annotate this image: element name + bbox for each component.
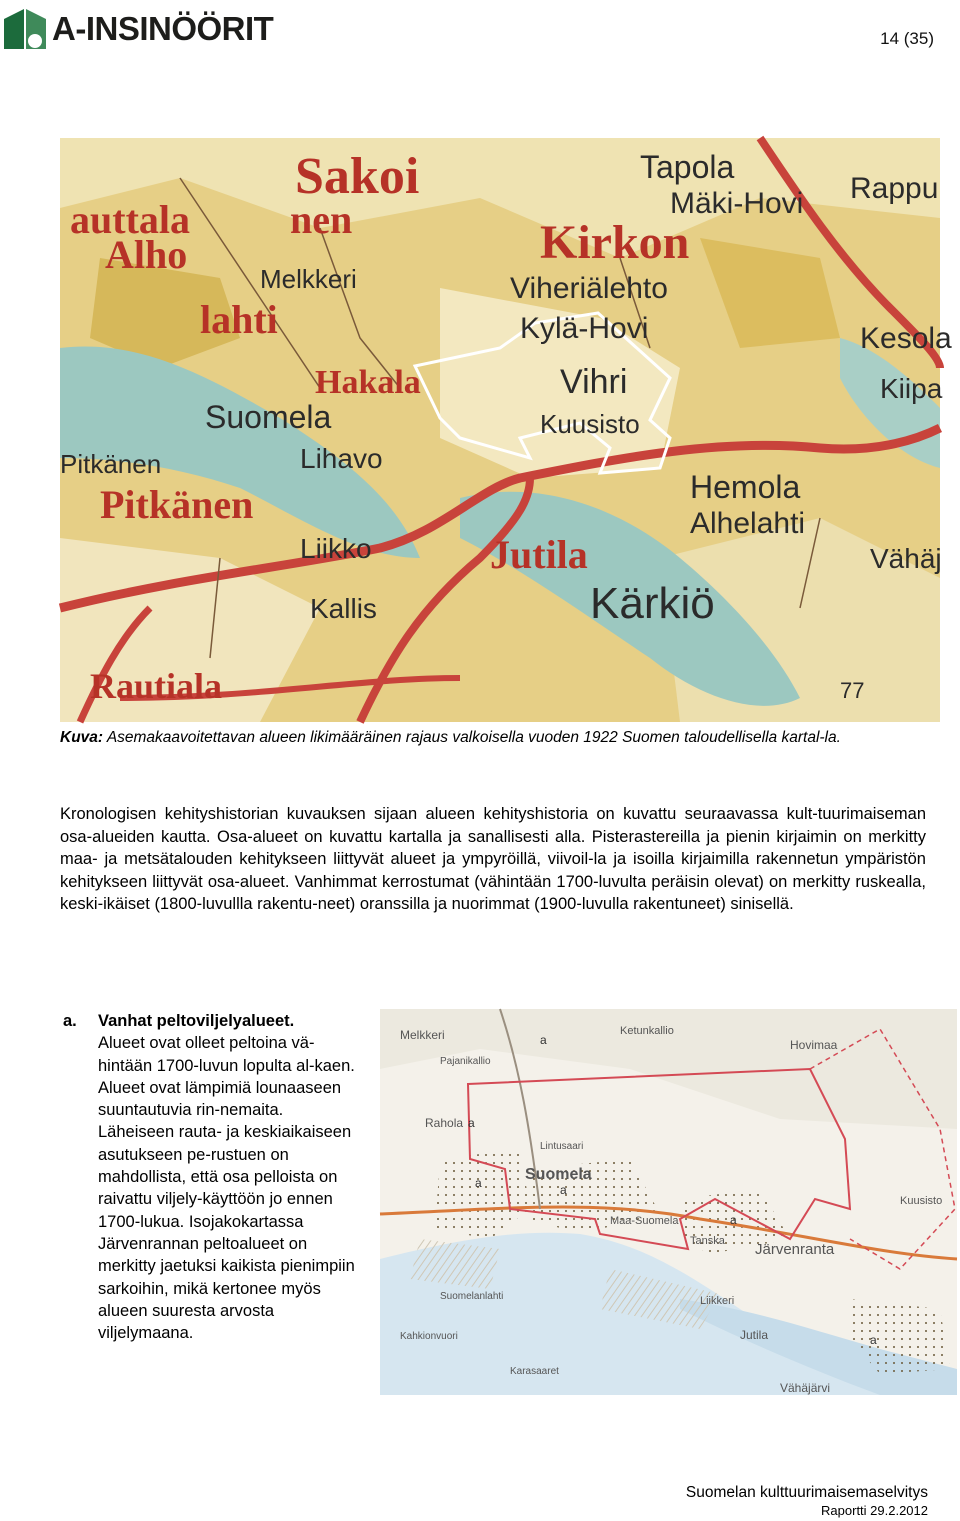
map-label: Vihri [560, 363, 628, 401]
map-label: Rahola [425, 1116, 464, 1130]
footer-title: Suomelan kulttuurimaisemaselvitys [685, 1484, 928, 1501]
map-label: auttala [70, 197, 190, 242]
map-label: Karasaaret [510, 1366, 559, 1377]
map-label: Suomela [205, 399, 332, 435]
map-label: Tanska [690, 1235, 725, 1247]
map-label: Kesola [860, 322, 952, 355]
map-label: Rappu [850, 172, 939, 205]
map-label: Lihavo [300, 443, 383, 474]
map-label: 77 [840, 678, 865, 703]
map-label: Alhelahti [690, 507, 806, 540]
figure-caption [60, 727, 940, 749]
map-label: lahti [200, 297, 278, 342]
map-label: Liikko [300, 533, 372, 564]
body-paragraph: Kronologisen kehityshistorian kuvauksen sijaan alueen kehityshistoria on kuvattu seuraavassa kult-tuurimaiseman osa-alueiden kautta. Osa-alueet on kuvattu kartalla ja sanallisesti alla. Pisterastereilla ja pienin kirjaimin on merkitty maa- ja metsätalouden kehitykseen liittyvät alueet ja ympyröillä, viivoil-la ja isoilla kirjaimilla rakennetun ympäristön kehitykseen liittyvät osa-alueet. Vanhimmat kerrostumat (vähintään 1700-luvulta peräisin olevat) on merkitty ruskealla, keski-ikäiset (1800-luvullla rakentu-neet) oranssilla ja nuorimmat (1900-luvulla rakentuneet) sinisellä. [60, 805, 926, 913]
map-label: Kärkiö [590, 579, 715, 628]
map-label: Kirkon [540, 216, 690, 269]
map-label: Vähäj [870, 543, 942, 574]
map-label: Suomela [525, 1166, 592, 1183]
map-label: nen [290, 197, 353, 242]
map-label: Vähäjärvi [780, 1381, 831, 1395]
map-label: Järvenranta [755, 1241, 835, 1258]
map-label: Kuusisto [540, 409, 640, 439]
modern-map [380, 1009, 957, 1395]
logo-mark-icon [2, 7, 46, 51]
caption-lead: Kuva: [60, 729, 104, 746]
map-label: Pitkänen [60, 449, 162, 479]
map-label: Melkkeri [260, 264, 357, 294]
section-letter: a. [63, 1012, 77, 1030]
area-marker: a [870, 1333, 877, 1347]
map-label: Pitkänen [100, 482, 254, 527]
page-number: 14 (35) [880, 29, 934, 48]
area-marker: a [540, 1033, 547, 1047]
map-label: Alho [105, 232, 188, 277]
map-label: Mäki-Hovi [670, 187, 804, 220]
historical-map-1922 [60, 138, 952, 722]
map-label: Liikkeri [700, 1295, 735, 1307]
area-marker: a [730, 1213, 737, 1227]
map-label: Sakoi [295, 148, 420, 205]
map-label: Kahkionvuori [400, 1331, 458, 1342]
map-label: Hemola [690, 469, 801, 505]
page-footer [686, 1484, 928, 1520]
caption-text: Asemakaavoitettavan alueen likimääräinen rajaus valkoisella vuoden 1922 Suomen taloudellisella kartal-la. [106, 729, 841, 746]
map-label: Ketunkallio [620, 1025, 674, 1037]
section-heading: Vanhat peltoviljelyalueet. [98, 1012, 295, 1030]
map-label: Hakala [315, 364, 421, 401]
map-label: Jutila [490, 532, 588, 577]
map-label: Lintusaari [540, 1141, 584, 1152]
map-label: Kuusisto [900, 1195, 943, 1207]
map-label: Suomelanlahti [440, 1291, 504, 1302]
map-label: Kiipa [880, 373, 943, 404]
company-logo [2, 5, 302, 53]
map-label: Melkkeri [400, 1028, 445, 1042]
map-label: Rautiala [90, 666, 223, 706]
map-label: Maa-Suomela [610, 1215, 679, 1227]
logo-text: A-INSINÖÖRIT [52, 10, 274, 47]
section-a [63, 1010, 363, 1344]
area-marker: a [475, 1176, 482, 1190]
area-marker: a [560, 1183, 567, 1197]
map-label: Kallis [310, 593, 377, 624]
map-label: Pajanikallio [440, 1056, 491, 1067]
map-label: Jutila [740, 1328, 769, 1342]
map-label: Hovimaa [790, 1038, 838, 1052]
section-text: Alueet ovat olleet peltoina vä-hintään 1700-luvun lopulta al-kaen. Alueet ovat lämpimiä lounaaseen suuntautuvia rin-nemaita. Läheiseen rauta- ja keskiaikaiseen asutukseen pe-rustuen on mahdollista, että osa pelloista on raivattu viljely-käyttöön jo ennen 1700-lukua. Isojakokartassa Järvenrannan peltoalueet on merkitty jaetuksi kaikista pienimpiin sarkoihin, mikä kertonee myös alueen suuresta arvosta viljelymaana. [98, 1034, 355, 1343]
area-marker: a [468, 1116, 475, 1130]
map-label: Tapola [640, 149, 735, 185]
map-label: Kylä-Hovi [520, 312, 649, 345]
footer-date: Raportti 29.2.2012 [821, 1503, 928, 1518]
map-label: Viheriälehto [510, 272, 668, 305]
